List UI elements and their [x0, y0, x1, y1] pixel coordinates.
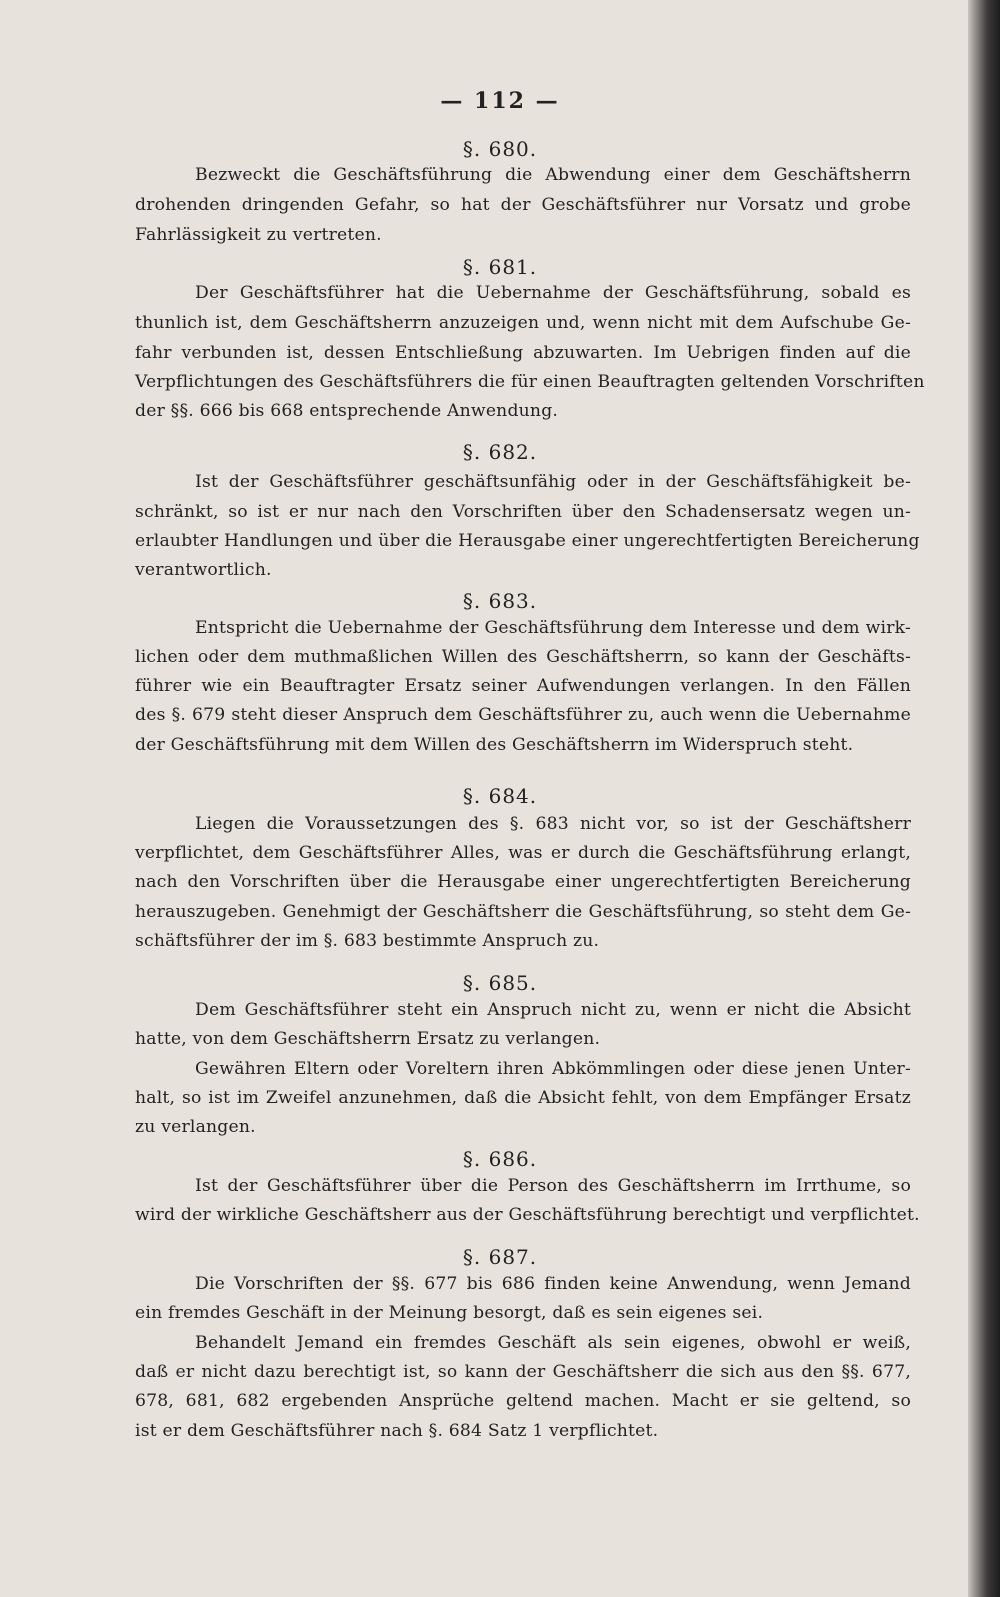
section-heading-687: §. 687. [462, 1245, 538, 1269]
paragraph-line: Verpflichtungen des Geschäftsführers die für einen Beauftragten geltenden Vorschriften [135, 372, 925, 392]
paragraph-line: verantwortlich. [135, 560, 272, 580]
paragraph-line: schäftsführer der im §. 683 bestimmte Anspruch zu. [135, 931, 600, 951]
paragraph-line: nach den Vorschriften über die Herausgabe einer ungerechtfertigten Bereicherung [135, 872, 911, 892]
paragraph-line: Bezweckt die Geschäftsführung die Abwendung einer dem Geschäftsherrn [195, 165, 911, 185]
paragraph-line: Entspricht die Uebernahme der Geschäftsführung dem Interesse und dem wirk- [195, 618, 911, 638]
paragraph-line: daß er nicht dazu berechtigt ist, so kann der Geschäftsherr die sich aus den §§. 677, [135, 1362, 911, 1382]
paragraph-line: lichen oder dem muthmaßlichen Willen des Geschäftsherrn, so kann der Geschäfts- [135, 647, 911, 667]
section-heading-683: §. 683. [462, 589, 538, 613]
paragraph-line: Die Vorschriften der §§. 677 bis 686 finden keine Anwendung, wenn Jemand [195, 1274, 911, 1294]
paragraph-line: ein fremdes Geschäft in der Meinung besorgt, daß es sein eigenes sei. [135, 1303, 764, 1323]
section-heading-686: §. 686. [462, 1147, 538, 1171]
paragraph-line: Liegen die Voraussetzungen des §. 683 nicht vor, so ist der Geschäftsherr [195, 814, 911, 834]
paragraph-line: fahr verbunden ist, dessen Entschließung abzuwarten. Im Uebrigen finden auf die [135, 343, 911, 363]
paragraph-line: führer wie ein Beauftragter Ersatz seiner Aufwendungen verlangen. In den Fällen [135, 676, 911, 696]
page-header: — 112 — [440, 88, 560, 114]
section-heading-685: §. 685. [462, 971, 538, 995]
paragraph-line: Dem Geschäftsführer steht ein Anspruch nicht zu, wenn er nicht die Absicht [195, 1000, 911, 1020]
paragraph-line: halt, so ist im Zweifel anzunehmen, daß die Absicht fehlt, von dem Empfänger Ersatz [135, 1088, 911, 1108]
paragraph-line: des §. 679 steht dieser Anspruch dem Geschäftsführer zu, auch wenn die Uebernahme [135, 705, 911, 725]
paragraph-line: ist er dem Geschäftsführer nach §. 684 Satz 1 verpflichtet. [135, 1421, 659, 1441]
paragraph-line: Behandelt Jemand ein fremdes Geschäft als sein eigenes, obwohl er weiß, [195, 1333, 911, 1353]
paragraph-line: thunlich ist, dem Geschäftsherrn anzuzeigen und, wenn nicht mit dem Aufschube Ge- [135, 313, 911, 333]
paragraph-line: Ist der Geschäftsführer über die Person des Geschäftsherrn im Irrthume, so [195, 1176, 911, 1196]
paragraph-line: der Geschäftsführung mit dem Willen des Geschäftsherrn im Widerspruch steht. [135, 735, 854, 755]
section-heading-680: §. 680. [462, 137, 538, 161]
paragraph-line: zu verlangen. [135, 1117, 256, 1137]
paragraph-line: hatte, von dem Geschäftsherrn Ersatz zu verlangen. [135, 1029, 601, 1049]
paragraph-line: schränkt, so ist er nur nach den Vorschriften über den Schadensersatz wegen un- [135, 502, 911, 522]
paragraph-line: Gewähren Eltern oder Voreltern ihren Abkömmlingen oder diese jenen Unter- [195, 1059, 911, 1079]
paragraph-line: 678, 681, 682 ergebenden Ansprüche geltend machen. Macht er sie geltend, so [135, 1391, 911, 1411]
paragraph-line: Ist der Geschäftsführer geschäftsunfähig oder in der Geschäftsfähigkeit be- [195, 472, 911, 492]
section-heading-682: §. 682. [462, 440, 538, 464]
section-heading-684: §. 684. [462, 784, 538, 808]
paragraph-line: verpflichtet, dem Geschäftsführer Alles, was er durch die Geschäftsführung erlangt, [135, 843, 911, 863]
paragraph-line: drohenden dringenden Gefahr, so hat der Geschäftsführer nur Vorsatz und grobe [135, 195, 911, 215]
paragraph-line: herauszugeben. Genehmigt der Geschäftsherr die Geschäftsführung, so steht dem Ge- [135, 902, 911, 922]
paragraph-line: Der Geschäftsführer hat die Uebernahme der Geschäftsführung, sobald es [195, 283, 911, 303]
paragraph-line: Fahrlässigkeit zu vertreten. [135, 225, 382, 245]
section-heading-681: §. 681. [462, 255, 538, 279]
paragraph-line: der §§. 666 bis 668 entsprechende Anwendung. [135, 401, 559, 421]
book-binding-edge [968, 0, 1000, 1597]
paragraph-line: wird der wirkliche Geschäftsherr aus der Geschäftsführung berechtigt und verpflichtet. [135, 1205, 920, 1225]
paragraph-line: erlaubter Handlungen und über die Herausgabe einer ungerechtfertigten Bereicherung [135, 531, 920, 551]
